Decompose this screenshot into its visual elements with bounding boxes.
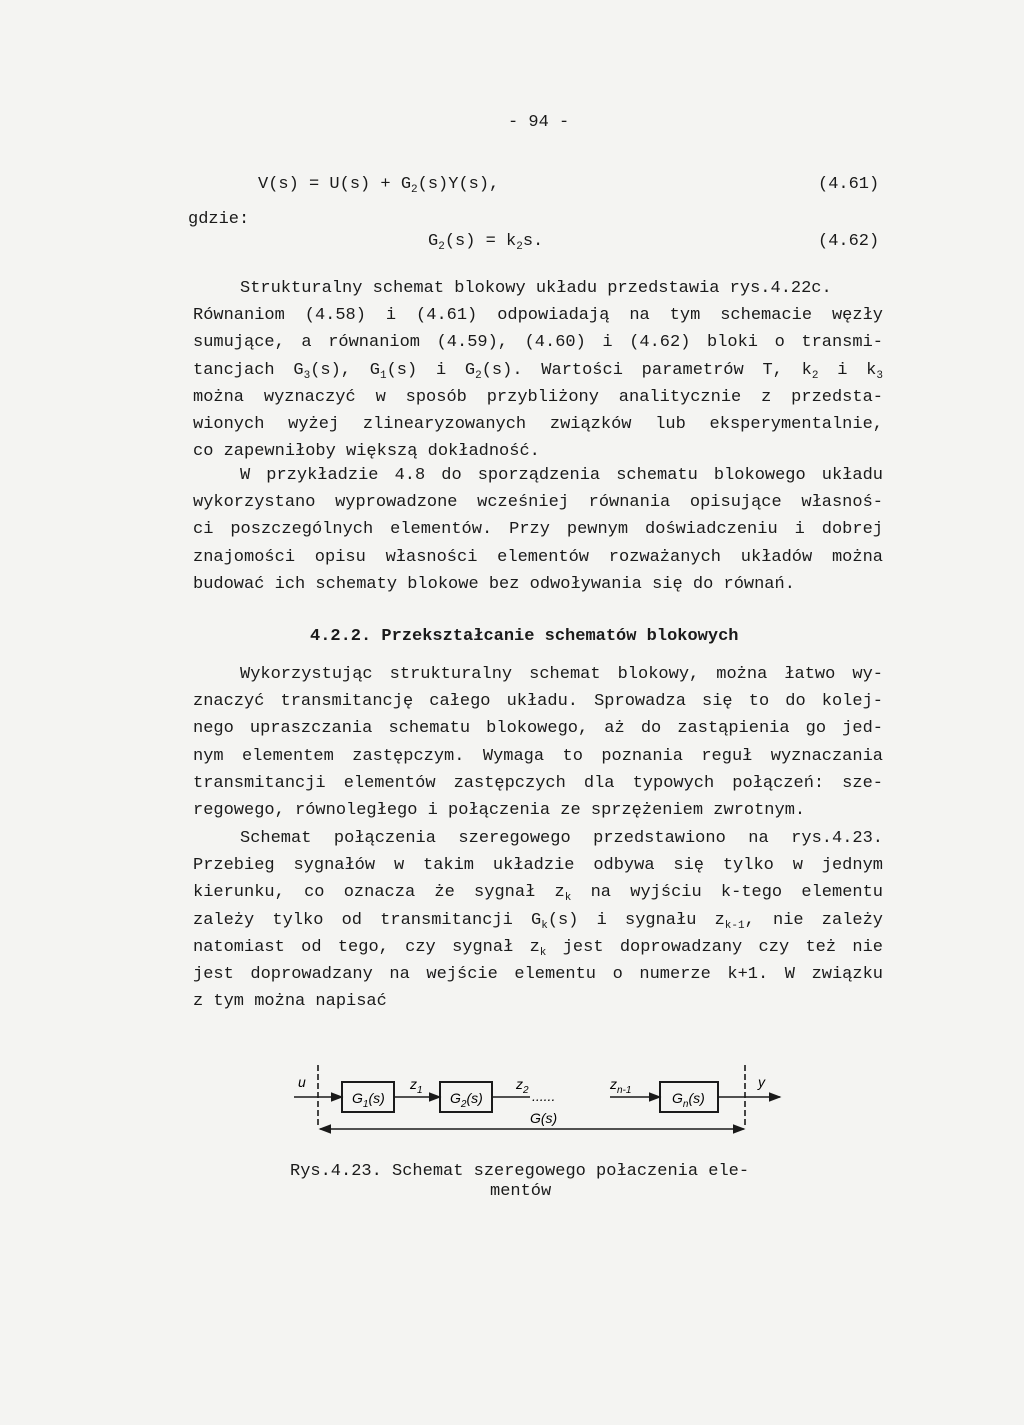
paragraph-1 [193,275,883,465]
label-y: y [758,1074,765,1090]
p1-line: wionych wyżej zlinearyzowanych związków lub eksperymentalnie, [193,414,883,434]
block-g1-label: $G_1(s)$ [352,1090,385,1110]
p1-line: sumujące, a równaniom (4.59), (4.60) i (4.62) bloki o transmi- [193,333,883,353]
caption-line-1: Rys.4.23. Schemat szeregowego połaczenia ele- [290,1162,750,1181]
block-gn-label: $G_n(s)$ [672,1090,705,1110]
p2-line: budować ich schematy blokowe bez odwoływania się do równań. [193,574,795,594]
p1-line: co zapewniłoby większą dokładność. [193,442,540,462]
p3-line: nego upraszczania schematu blokowego, aż do zastąpienia go jed- [193,719,883,739]
label-u: u [298,1074,306,1090]
equation-4-61: $V(s) = U(s) + G_2(s)Y(s)$, [258,175,500,196]
label-zn-1: $z_{n-1}$ [610,1076,632,1096]
p2-line: ci poszczególnych elementów. Przy pewnym doświadczeniu i dobrej [193,520,883,540]
equation-number-4-61: (4.61) [818,175,880,194]
p4-line: z tym można napisać [193,992,387,1012]
p3-line: znaczyć transmitancję całego układu. Sprowadza się to do kolej- [193,692,883,712]
page-number: - 94 - [508,113,570,132]
p4-line: Schemat połączenia szeregowego przedstawiono na rys.4.23. [240,829,883,848]
label-z1: $z_1$ [410,1076,423,1096]
label-gs: G(s) [530,1110,558,1126]
p2-line: znajomości opisu własności elementów rozważanych układów można [193,547,883,567]
p3-line: Wykorzystując strukturalny schemat blokowy, można łatwo wy- [240,665,883,684]
section-heading: 4.2.2. Przekształcanie schematów blokowych [310,627,739,646]
equation-number-4-62: (4.62) [818,232,880,251]
p1-line: można wyznaczyć w sposób przybliżony analitycznie z przedsta- [193,387,883,407]
paragraph-2 [193,462,883,598]
p1-line: tancjach $G_3(s)$, $G_1(s)$ i $G_2(s)$. Wartości parametrów T, $k_2$ i $k_3$ [193,360,883,382]
p4-line: zależy tylko od transmitancji $G_k(s)$ i sygnału $z_{k-1}$, nie zależy [193,910,883,932]
p1-line: Równaniom (4.58) i (4.61) odpowiadają na tym schemacie węzły [193,306,883,326]
label-z2: $z_2$ [516,1076,529,1096]
p4-line: Przebieg sygnałów w takim układzie odbywa się tylko w jednym [193,856,883,876]
equation-4-62: $G_2(s) = k_2s$. [428,232,544,253]
p4-line: jest doprowadzany na wejście elementu o numerze k+1. W związku [193,964,883,984]
dots: ...... [532,1088,556,1104]
p2-line: wykorzystano wyprowadzone wcześniej równania opisujące własnoś- [193,493,883,513]
caption-line-2: mentów [490,1182,552,1201]
paragraph-4 [193,825,883,1015]
series-connection-diagram [280,1065,800,1155]
figure-caption [290,1162,749,1202]
p4-line: kierunku, co oznacza że sygnał $z_k$ na wyjściu k-tego elementu [193,883,884,905]
p2-line: W przykładzie 4.8 do sporządzenia schematu blokowego układu [240,466,883,485]
paragraph-3 [193,661,883,824]
p4-line: natomiast od tego, czy sygnał $z_k$ jest doprowadzany czy też nie [193,937,883,959]
gdzie-label: gdzie: [188,210,250,229]
p3-line: nym elementem zastępczym. Wymaga to poznania reguł wyznaczania [193,746,883,766]
block-g2-label: $G_2(s)$ [450,1090,483,1110]
p3-line: transmitancji elementów zastępczych dla typowych połączeń: sze- [193,773,883,793]
p1-line: Strukturalny schemat blokowy układu przedstawia rys.4.22c. [240,279,832,298]
p3-line: regowego, równoległego i połączenia ze sprzężeniem zwrotnym. [193,800,806,820]
